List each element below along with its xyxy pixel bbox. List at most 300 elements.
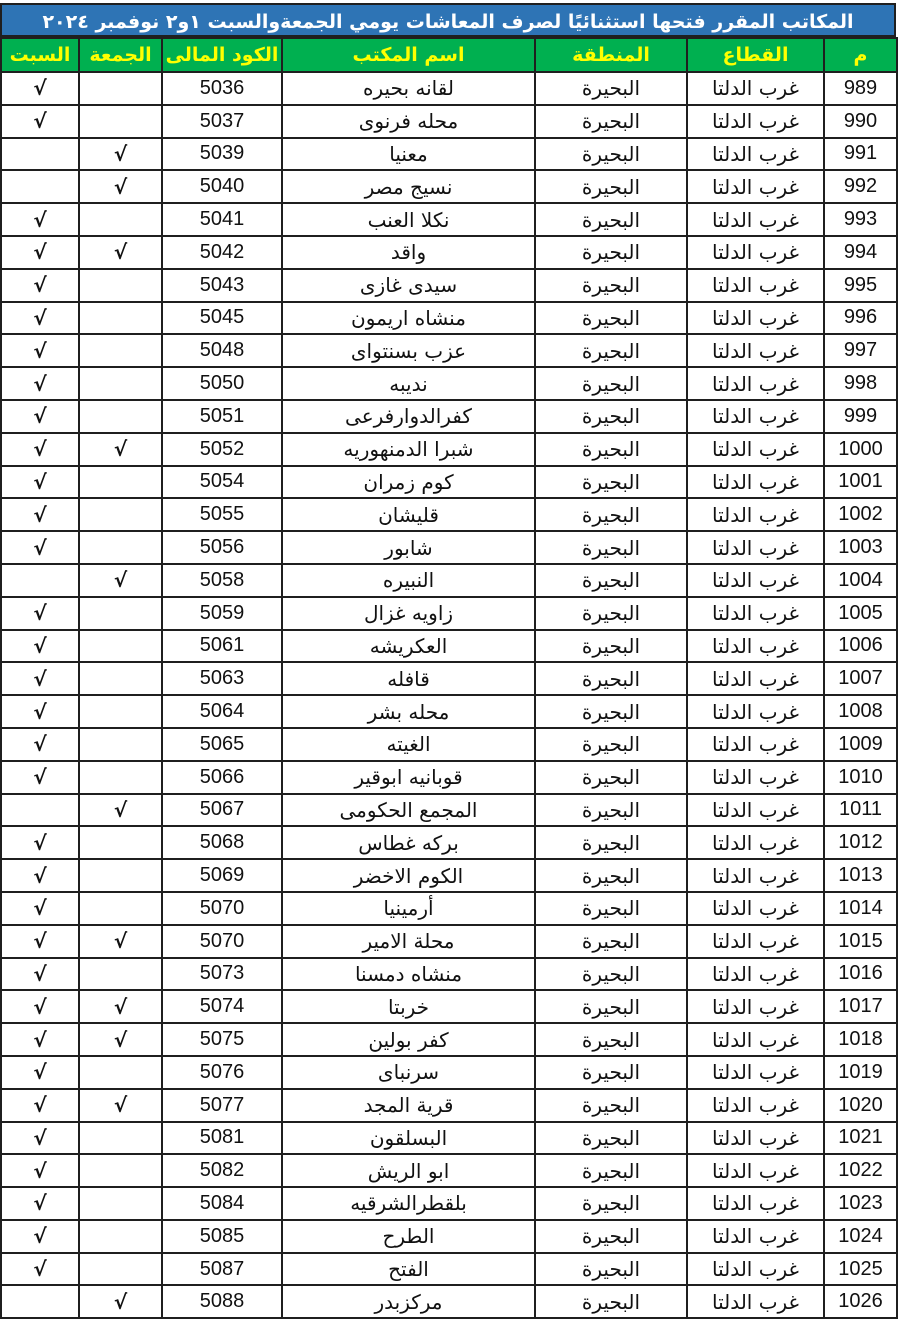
friday-cell bbox=[79, 269, 162, 302]
row-number-cell: 1003 bbox=[824, 531, 897, 564]
table-row bbox=[1, 1253, 897, 1286]
row-number-cell: 1024 bbox=[824, 1220, 897, 1253]
saturday-cell: √ bbox=[1, 662, 79, 695]
office-name-cell: نديبه bbox=[282, 367, 535, 400]
sector-cell: غرب الدلتا bbox=[687, 728, 824, 761]
friday-cell bbox=[79, 105, 162, 138]
office-name-cell: محلة الامير bbox=[282, 925, 535, 958]
sector-cell: غرب الدلتا bbox=[687, 203, 824, 236]
sector-cell: غرب الدلتا bbox=[687, 662, 824, 695]
office-name-cell: محله فرنوى bbox=[282, 105, 535, 138]
table-body bbox=[1, 72, 897, 1318]
saturday-cell: √ bbox=[1, 498, 79, 531]
sector-cell: غرب الدلتا bbox=[687, 302, 824, 335]
table-row bbox=[1, 236, 897, 269]
row-number-cell: 1017 bbox=[824, 990, 897, 1023]
region-cell: البحيرة bbox=[535, 367, 687, 400]
offices-table bbox=[0, 37, 898, 1319]
row-number-cell: 1008 bbox=[824, 695, 897, 728]
region-cell: البحيرة bbox=[535, 466, 687, 499]
office-name-cell: قافله bbox=[282, 662, 535, 695]
office-name-cell: سرنباى bbox=[282, 1056, 535, 1089]
table-row bbox=[1, 662, 897, 695]
sector-cell: غرب الدلتا bbox=[687, 72, 824, 105]
region-cell: البحيرة bbox=[535, 662, 687, 695]
saturday-cell: √ bbox=[1, 433, 79, 466]
office-name-cell: الغيته bbox=[282, 728, 535, 761]
code-cell: 5061 bbox=[162, 630, 282, 663]
code-cell: 5042 bbox=[162, 236, 282, 269]
saturday-cell: √ bbox=[1, 1056, 79, 1089]
region-cell: البحيرة bbox=[535, 826, 687, 859]
code-cell: 5039 bbox=[162, 138, 282, 171]
office-name-cell: الكوم الاخضر bbox=[282, 859, 535, 892]
code-cell: 5041 bbox=[162, 203, 282, 236]
region-cell: البحيرة bbox=[535, 1122, 687, 1155]
office-name-cell: معنيا bbox=[282, 138, 535, 171]
sector-cell: غرب الدلتا bbox=[687, 794, 824, 827]
sector-cell: غرب الدلتا bbox=[687, 564, 824, 597]
header-row bbox=[1, 38, 897, 72]
code-cell: 5084 bbox=[162, 1187, 282, 1220]
sector-cell: غرب الدلتا bbox=[687, 466, 824, 499]
friday-cell: √ bbox=[79, 1285, 162, 1318]
office-name-cell: الطرح bbox=[282, 1220, 535, 1253]
header-number: م bbox=[824, 38, 897, 72]
row-number-cell: 997 bbox=[824, 334, 897, 367]
table-row bbox=[1, 761, 897, 794]
friday-cell bbox=[79, 498, 162, 531]
office-name-cell: بركه غطاس bbox=[282, 826, 535, 859]
saturday-cell bbox=[1, 794, 79, 827]
friday-cell bbox=[79, 302, 162, 335]
sector-cell: غرب الدلتا bbox=[687, 925, 824, 958]
office-name-cell: خربتا bbox=[282, 990, 535, 1023]
table-row bbox=[1, 859, 897, 892]
table-row bbox=[1, 1023, 897, 1056]
friday-cell bbox=[79, 1154, 162, 1187]
saturday-cell: √ bbox=[1, 105, 79, 138]
code-cell: 5076 bbox=[162, 1056, 282, 1089]
row-number-cell: 1000 bbox=[824, 433, 897, 466]
office-name-cell: ابو الريش bbox=[282, 1154, 535, 1187]
code-cell: 5059 bbox=[162, 597, 282, 630]
table-row bbox=[1, 1122, 897, 1155]
office-name-cell: قوبانيه ابوقير bbox=[282, 761, 535, 794]
friday-cell: √ bbox=[79, 564, 162, 597]
code-cell: 5054 bbox=[162, 466, 282, 499]
region-cell: البحيرة bbox=[535, 597, 687, 630]
table-row bbox=[1, 367, 897, 400]
header-saturday: السبت bbox=[1, 38, 79, 72]
friday-cell bbox=[79, 630, 162, 663]
region-cell: البحيرة bbox=[535, 1154, 687, 1187]
row-number-cell: 1011 bbox=[824, 794, 897, 827]
row-number-cell: 1002 bbox=[824, 498, 897, 531]
row-number-cell: 1001 bbox=[824, 466, 897, 499]
region-cell: البحيرة bbox=[535, 958, 687, 991]
table-row bbox=[1, 564, 897, 597]
sector-cell: غرب الدلتا bbox=[687, 400, 824, 433]
saturday-cell: √ bbox=[1, 958, 79, 991]
code-cell: 5085 bbox=[162, 1220, 282, 1253]
office-name-cell: سيدى غازى bbox=[282, 269, 535, 302]
region-cell: البحيرة bbox=[535, 990, 687, 1023]
header-office-name: اسم المكتب bbox=[282, 38, 535, 72]
office-name-cell: بلقطرالشرقيه bbox=[282, 1187, 535, 1220]
office-name-cell: الفتح bbox=[282, 1253, 535, 1286]
region-cell: البحيرة bbox=[535, 1220, 687, 1253]
sector-cell: غرب الدلتا bbox=[687, 1023, 824, 1056]
code-cell: 5045 bbox=[162, 302, 282, 335]
saturday-cell: √ bbox=[1, 859, 79, 892]
header-region: المنطقة bbox=[535, 38, 687, 72]
table-row bbox=[1, 1285, 897, 1318]
region-cell: البحيرة bbox=[535, 302, 687, 335]
region-cell: البحيرة bbox=[535, 728, 687, 761]
sector-cell: غرب الدلتا bbox=[687, 433, 824, 466]
code-cell: 5037 bbox=[162, 105, 282, 138]
office-name-cell: قرية المجد bbox=[282, 1089, 535, 1122]
saturday-cell: √ bbox=[1, 1023, 79, 1056]
row-number-cell: 989 bbox=[824, 72, 897, 105]
table-row bbox=[1, 1220, 897, 1253]
region-cell: البحيرة bbox=[535, 269, 687, 302]
table-row bbox=[1, 1187, 897, 1220]
sector-cell: غرب الدلتا bbox=[687, 859, 824, 892]
code-cell: 5040 bbox=[162, 170, 282, 203]
friday-cell bbox=[79, 203, 162, 236]
saturday-cell bbox=[1, 170, 79, 203]
header-friday: الجمعة bbox=[79, 38, 162, 72]
office-name-cell: منشاه دمسنا bbox=[282, 958, 535, 991]
saturday-cell: √ bbox=[1, 531, 79, 564]
office-name-cell: أرمينيا bbox=[282, 892, 535, 925]
table-row bbox=[1, 203, 897, 236]
region-cell: البحيرة bbox=[535, 1187, 687, 1220]
saturday-cell: √ bbox=[1, 302, 79, 335]
region-cell: البحيرة bbox=[535, 1285, 687, 1318]
friday-cell bbox=[79, 859, 162, 892]
office-name-cell: لقانه بحيره bbox=[282, 72, 535, 105]
friday-cell bbox=[79, 826, 162, 859]
office-name-cell: كوم زمران bbox=[282, 466, 535, 499]
saturday-cell: √ bbox=[1, 1089, 79, 1122]
row-number-cell: 1019 bbox=[824, 1056, 897, 1089]
code-cell: 5055 bbox=[162, 498, 282, 531]
table-row bbox=[1, 1089, 897, 1122]
code-cell: 5052 bbox=[162, 433, 282, 466]
sector-cell: غرب الدلتا bbox=[687, 1154, 824, 1187]
sector-cell: غرب الدلتا bbox=[687, 498, 824, 531]
code-cell: 5063 bbox=[162, 662, 282, 695]
saturday-cell: √ bbox=[1, 1122, 79, 1155]
friday-cell: √ bbox=[79, 1023, 162, 1056]
office-name-cell: قليشان bbox=[282, 498, 535, 531]
table-row bbox=[1, 794, 897, 827]
table-row bbox=[1, 138, 897, 171]
saturday-cell: √ bbox=[1, 728, 79, 761]
row-number-cell: 1009 bbox=[824, 728, 897, 761]
region-cell: البحيرة bbox=[535, 925, 687, 958]
saturday-cell: √ bbox=[1, 203, 79, 236]
sector-cell: غرب الدلتا bbox=[687, 1187, 824, 1220]
office-name-cell: واقد bbox=[282, 236, 535, 269]
saturday-cell: √ bbox=[1, 826, 79, 859]
saturday-cell: √ bbox=[1, 72, 79, 105]
region-cell: البحيرة bbox=[535, 630, 687, 663]
sector-cell: غرب الدلتا bbox=[687, 1089, 824, 1122]
code-cell: 5036 bbox=[162, 72, 282, 105]
row-number-cell: 1006 bbox=[824, 630, 897, 663]
row-number-cell: 1015 bbox=[824, 925, 897, 958]
sector-cell: غرب الدلتا bbox=[687, 990, 824, 1023]
table-row bbox=[1, 597, 897, 630]
region-cell: البحيرة bbox=[535, 498, 687, 531]
table-row bbox=[1, 72, 897, 105]
friday-cell bbox=[79, 531, 162, 564]
saturday-cell: √ bbox=[1, 761, 79, 794]
table-row bbox=[1, 1056, 897, 1089]
code-cell: 5069 bbox=[162, 859, 282, 892]
code-cell: 5065 bbox=[162, 728, 282, 761]
row-number-cell: 1026 bbox=[824, 1285, 897, 1318]
friday-cell bbox=[79, 958, 162, 991]
row-number-cell: 994 bbox=[824, 236, 897, 269]
sector-cell: غرب الدلتا bbox=[687, 105, 824, 138]
region-cell: البحيرة bbox=[535, 433, 687, 466]
table-row bbox=[1, 990, 897, 1023]
table-row bbox=[1, 170, 897, 203]
region-cell: البحيرة bbox=[535, 72, 687, 105]
code-cell: 5088 bbox=[162, 1285, 282, 1318]
friday-cell: √ bbox=[79, 990, 162, 1023]
row-number-cell: 1014 bbox=[824, 892, 897, 925]
code-cell: 5068 bbox=[162, 826, 282, 859]
row-number-cell: 1021 bbox=[824, 1122, 897, 1155]
office-name-cell: البسلقون bbox=[282, 1122, 535, 1155]
saturday-cell: √ bbox=[1, 630, 79, 663]
region-cell: البحيرة bbox=[535, 1253, 687, 1286]
office-name-cell: زاويه غزال bbox=[282, 597, 535, 630]
saturday-cell: √ bbox=[1, 1253, 79, 1286]
row-number-cell: 990 bbox=[824, 105, 897, 138]
sector-cell: غرب الدلتا bbox=[687, 334, 824, 367]
table-row bbox=[1, 433, 897, 466]
sector-cell: غرب الدلتا bbox=[687, 269, 824, 302]
table-row bbox=[1, 269, 897, 302]
region-cell: البحيرة bbox=[535, 1056, 687, 1089]
office-name-cell: نسيج مصر bbox=[282, 170, 535, 203]
region-cell: البحيرة bbox=[535, 695, 687, 728]
table-row bbox=[1, 630, 897, 663]
sector-cell: غرب الدلتا bbox=[687, 630, 824, 663]
saturday-cell bbox=[1, 1285, 79, 1318]
friday-cell bbox=[79, 72, 162, 105]
table-row bbox=[1, 466, 897, 499]
friday-cell bbox=[79, 466, 162, 499]
saturday-cell: √ bbox=[1, 1187, 79, 1220]
sector-cell: غرب الدلتا bbox=[687, 695, 824, 728]
table-row bbox=[1, 892, 897, 925]
friday-cell bbox=[79, 695, 162, 728]
office-name-cell: شابور bbox=[282, 531, 535, 564]
code-cell: 5075 bbox=[162, 1023, 282, 1056]
friday-cell: √ bbox=[79, 170, 162, 203]
friday-cell bbox=[79, 1187, 162, 1220]
friday-cell: √ bbox=[79, 794, 162, 827]
office-name-cell: مركزبدر bbox=[282, 1285, 535, 1318]
region-cell: البحيرة bbox=[535, 236, 687, 269]
saturday-cell bbox=[1, 564, 79, 597]
sector-cell: غرب الدلتا bbox=[687, 367, 824, 400]
office-name-cell: محله بشر bbox=[282, 695, 535, 728]
code-cell: 5066 bbox=[162, 761, 282, 794]
header-sector: القطاع bbox=[687, 38, 824, 72]
row-number-cell: 1023 bbox=[824, 1187, 897, 1220]
saturday-cell: √ bbox=[1, 236, 79, 269]
friday-cell bbox=[79, 761, 162, 794]
friday-cell: √ bbox=[79, 433, 162, 466]
region-cell: البحيرة bbox=[535, 203, 687, 236]
table-row bbox=[1, 826, 897, 859]
friday-cell bbox=[79, 1220, 162, 1253]
code-cell: 5082 bbox=[162, 1154, 282, 1187]
row-number-cell: 998 bbox=[824, 367, 897, 400]
region-cell: البحيرة bbox=[535, 761, 687, 794]
office-name-cell: المجمع الحكومى bbox=[282, 794, 535, 827]
code-cell: 5043 bbox=[162, 269, 282, 302]
friday-cell bbox=[79, 1056, 162, 1089]
table-row bbox=[1, 728, 897, 761]
friday-cell bbox=[79, 597, 162, 630]
row-number-cell: 1022 bbox=[824, 1154, 897, 1187]
office-name-cell: عزب بسنتواى bbox=[282, 334, 535, 367]
header-code: الكود المالى bbox=[162, 38, 282, 72]
region-cell: البحيرة bbox=[535, 892, 687, 925]
sector-cell: غرب الدلتا bbox=[687, 138, 824, 171]
region-cell: البحيرة bbox=[535, 400, 687, 433]
code-cell: 5064 bbox=[162, 695, 282, 728]
code-cell: 5058 bbox=[162, 564, 282, 597]
sector-cell: غرب الدلتا bbox=[687, 236, 824, 269]
table-row bbox=[1, 400, 897, 433]
sector-cell: غرب الدلتا bbox=[687, 597, 824, 630]
region-cell: البحيرة bbox=[535, 564, 687, 597]
friday-cell bbox=[79, 728, 162, 761]
table-row bbox=[1, 302, 897, 335]
sector-cell: غرب الدلتا bbox=[687, 1253, 824, 1286]
code-cell: 5077 bbox=[162, 1089, 282, 1122]
saturday-cell: √ bbox=[1, 1154, 79, 1187]
sector-cell: غرب الدلتا bbox=[687, 892, 824, 925]
code-cell: 5051 bbox=[162, 400, 282, 433]
row-number-cell: 995 bbox=[824, 269, 897, 302]
table-row bbox=[1, 334, 897, 367]
friday-cell: √ bbox=[79, 138, 162, 171]
region-cell: البحيرة bbox=[535, 105, 687, 138]
row-number-cell: 1012 bbox=[824, 826, 897, 859]
office-name-cell: كفرالدوارفرعى bbox=[282, 400, 535, 433]
row-number-cell: 991 bbox=[824, 138, 897, 171]
sector-cell: غرب الدلتا bbox=[687, 1056, 824, 1089]
code-cell: 5050 bbox=[162, 367, 282, 400]
row-number-cell: 996 bbox=[824, 302, 897, 335]
saturday-cell: √ bbox=[1, 466, 79, 499]
row-number-cell: 993 bbox=[824, 203, 897, 236]
region-cell: البحيرة bbox=[535, 794, 687, 827]
sector-cell: غرب الدلتا bbox=[687, 170, 824, 203]
row-number-cell: 1018 bbox=[824, 1023, 897, 1056]
row-number-cell: 992 bbox=[824, 170, 897, 203]
code-cell: 5074 bbox=[162, 990, 282, 1023]
row-number-cell: 1004 bbox=[824, 564, 897, 597]
sector-cell: غرب الدلتا bbox=[687, 1122, 824, 1155]
saturday-cell: √ bbox=[1, 695, 79, 728]
friday-cell bbox=[79, 1122, 162, 1155]
region-cell: البحيرة bbox=[535, 1089, 687, 1122]
friday-cell bbox=[79, 662, 162, 695]
code-cell: 5087 bbox=[162, 1253, 282, 1286]
friday-cell bbox=[79, 367, 162, 400]
sector-cell: غرب الدلتا bbox=[687, 761, 824, 794]
code-cell: 5070 bbox=[162, 925, 282, 958]
saturday-cell: √ bbox=[1, 990, 79, 1023]
office-name-cell: كفر بولين bbox=[282, 1023, 535, 1056]
office-name-cell: منشاه اريمون bbox=[282, 302, 535, 335]
saturday-cell: √ bbox=[1, 367, 79, 400]
code-cell: 5073 bbox=[162, 958, 282, 991]
region-cell: البحيرة bbox=[535, 138, 687, 171]
friday-cell bbox=[79, 400, 162, 433]
saturday-cell: √ bbox=[1, 334, 79, 367]
saturday-cell bbox=[1, 138, 79, 171]
office-name-cell: النبيره bbox=[282, 564, 535, 597]
friday-cell: √ bbox=[79, 925, 162, 958]
sector-cell: غرب الدلتا bbox=[687, 531, 824, 564]
table-row bbox=[1, 1154, 897, 1187]
sector-cell: غرب الدلتا bbox=[687, 826, 824, 859]
row-number-cell: 1020 bbox=[824, 1089, 897, 1122]
row-number-cell: 1025 bbox=[824, 1253, 897, 1286]
region-cell: البحيرة bbox=[535, 531, 687, 564]
code-cell: 5070 bbox=[162, 892, 282, 925]
office-name-cell: نكلا العنب bbox=[282, 203, 535, 236]
office-name-cell: شبرا الدمنهوريه bbox=[282, 433, 535, 466]
row-number-cell: 1016 bbox=[824, 958, 897, 991]
saturday-cell: √ bbox=[1, 1220, 79, 1253]
row-number-cell: 1007 bbox=[824, 662, 897, 695]
code-cell: 5081 bbox=[162, 1122, 282, 1155]
saturday-cell: √ bbox=[1, 925, 79, 958]
table-row bbox=[1, 531, 897, 564]
saturday-cell: √ bbox=[1, 597, 79, 630]
region-cell: البحيرة bbox=[535, 859, 687, 892]
row-number-cell: 999 bbox=[824, 400, 897, 433]
row-number-cell: 1005 bbox=[824, 597, 897, 630]
sector-cell: غرب الدلتا bbox=[687, 1285, 824, 1318]
table-row bbox=[1, 105, 897, 138]
saturday-cell: √ bbox=[1, 269, 79, 302]
friday-cell bbox=[79, 892, 162, 925]
office-name-cell: العكريشه bbox=[282, 630, 535, 663]
friday-cell bbox=[79, 1253, 162, 1286]
region-cell: البحيرة bbox=[535, 170, 687, 203]
saturday-cell: √ bbox=[1, 400, 79, 433]
friday-cell: √ bbox=[79, 236, 162, 269]
row-number-cell: 1013 bbox=[824, 859, 897, 892]
friday-cell bbox=[79, 334, 162, 367]
